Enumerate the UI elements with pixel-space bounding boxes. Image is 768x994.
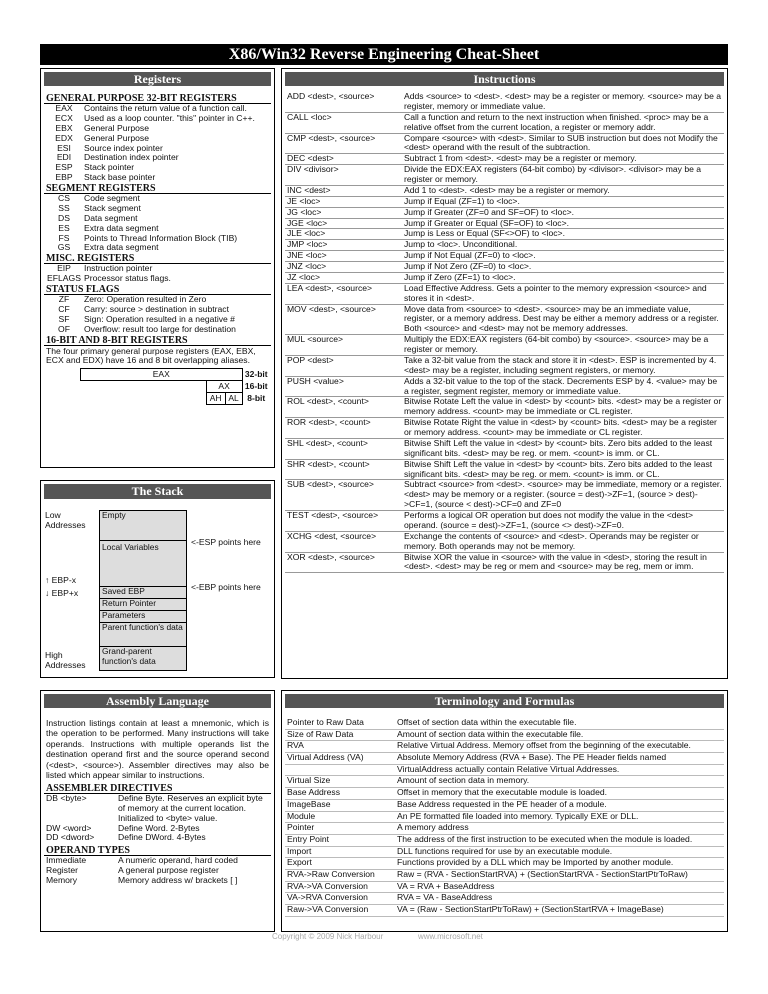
status-flag-row bbox=[44, 295, 271, 305]
segment-register-key: DS bbox=[58, 213, 70, 223]
instruction-row bbox=[285, 439, 724, 460]
stack-high-label: High Addresses bbox=[45, 650, 86, 670]
term-name: Export bbox=[287, 858, 312, 868]
instruction-mnemonic: JE <loc> bbox=[287, 196, 321, 206]
assembly-header: Assembly Language bbox=[44, 694, 271, 708]
status-flag-row bbox=[44, 315, 271, 325]
gp-register-key: EBX bbox=[55, 123, 73, 133]
al-cell: AL bbox=[225, 393, 242, 405]
segment-register-row bbox=[44, 234, 271, 244]
status-flag-key: SF bbox=[58, 314, 70, 324]
directive-row bbox=[44, 833, 271, 843]
operand-type-desc: A numeric operand, hard coded bbox=[118, 856, 238, 866]
misc-register-key: EIP bbox=[57, 264, 71, 274]
term-name: Pointer to Raw Data bbox=[287, 718, 364, 727]
instruction-desc: Jump if Not Zero (ZF=0) to <loc>. bbox=[404, 262, 532, 271]
directives-title: ASSEMBLER DIRECTIVES bbox=[44, 783, 271, 794]
instruction-desc: Subtract <source> from <dest>. <source> may be immediate, memory or a register. <dest> may be memory or a register. (source = dest)->ZF=1, (source > dest)->CF=1, (source < dest)->CF=0 and ZF=0 bbox=[404, 480, 722, 510]
instruction-mnemonic: CMP <dest>, <source> bbox=[287, 133, 376, 143]
registers-header: Registers bbox=[44, 72, 271, 86]
instruction-desc: Compare <source> with <dest>. Similar to SUB instruction but does not Modify the <dest> operand with the result of the subtraction. bbox=[404, 133, 718, 153]
instruction-list bbox=[285, 92, 724, 573]
instruction-row bbox=[285, 262, 724, 273]
term-definition: Amount of section data in memory. bbox=[397, 776, 530, 786]
stack-ebp-minus: ↑ EBP-x bbox=[45, 575, 77, 585]
instruction-row bbox=[285, 197, 724, 208]
operand-type-row bbox=[44, 866, 271, 876]
assembly-content bbox=[44, 718, 271, 886]
instruction-mnemonic: JGE <loc> bbox=[287, 218, 328, 228]
instruction-row bbox=[285, 154, 724, 165]
term-row bbox=[285, 776, 724, 788]
term-name: Size of Raw Data bbox=[287, 729, 354, 739]
instruction-row bbox=[285, 377, 724, 398]
operand-type-row bbox=[44, 856, 271, 866]
operand-type-key: Memory bbox=[46, 876, 78, 886]
segment-register-key: FS bbox=[58, 233, 70, 243]
instruction-mnemonic: ROR <dest>, <count> bbox=[287, 418, 371, 428]
segment-register-list bbox=[44, 194, 271, 253]
instruction-row bbox=[285, 113, 724, 134]
stack-ebp-plus: ↓ EBP+x bbox=[45, 588, 79, 598]
term-definition: Offset of section data within the executable file. bbox=[397, 718, 577, 727]
gp-register-row bbox=[44, 153, 271, 163]
term-row bbox=[285, 800, 724, 812]
gp-register-row bbox=[44, 124, 271, 134]
term-definition: Offset in memory that the executable module is loaded. bbox=[397, 788, 608, 798]
gp-register-key: EDX bbox=[55, 133, 73, 143]
eax-cell: EAX bbox=[81, 369, 243, 381]
term-definition: Relative Virtual Address. Memory offset from the beginning of the executable. bbox=[397, 741, 691, 751]
term-row bbox=[285, 765, 724, 777]
terms-header: Terminology and Formulas bbox=[285, 694, 724, 708]
instruction-desc: Take a 32-bit value from the stack and store it in <dest>. ESP is incremented by 4. <dest> may be a register, including segment registers, or memory. bbox=[404, 355, 717, 375]
gp-register-key: EBP bbox=[55, 173, 73, 183]
instruction-desc: Bitwise Rotate Right the value in <dest> by <count> bits. <dest> may be a register or memory address. <count> may be immediate or CL register. bbox=[404, 418, 717, 437]
term-definition: Functions provided by a DLL which may be Imported by another module. bbox=[397, 858, 674, 868]
segment-register-row bbox=[44, 214, 271, 224]
instruction-row bbox=[285, 229, 724, 240]
term-name: Import bbox=[287, 846, 312, 856]
gp-register-list bbox=[44, 104, 271, 183]
gp-register-desc: Used as a loop counter. "this" pointer in C++. bbox=[84, 113, 255, 123]
instruction-row bbox=[285, 251, 724, 262]
instruction-desc: Performs a logical OR operation but does not modify the value in the <dest> operand. (source = dest)->ZF=1, (source <> dest)->ZF=0. bbox=[404, 511, 694, 530]
term-name bbox=[285, 765, 397, 776]
segment-register-row bbox=[44, 204, 271, 214]
instruction-desc: Move data from <source> to <dest>. <source> may be an immediate value, register, or a memory address. Dest may be either a memory address or a register. Both <source> and <dest> may not be memory addresses. bbox=[404, 304, 719, 334]
term-definition: DLL functions required for use by an executable module. bbox=[397, 846, 613, 856]
gp-register-row bbox=[44, 173, 271, 183]
copyright-text: Copyright © 2009 Nick Harbour bbox=[272, 932, 384, 941]
status-flag-key: CF bbox=[58, 304, 70, 314]
instruction-desc: Jump if Zero (ZF=1) to <loc>. bbox=[404, 272, 516, 282]
segment-register-row bbox=[44, 194, 271, 204]
directive-key: DB <byte> bbox=[46, 793, 87, 803]
instruction-desc: Jump to <loc>. Unconditional. bbox=[404, 240, 518, 250]
bits-8-label: 8-bit bbox=[247, 392, 266, 403]
gp-register-row bbox=[44, 144, 271, 154]
instruction-row bbox=[285, 208, 724, 219]
term-name: Module bbox=[287, 811, 316, 821]
instruction-row bbox=[285, 418, 724, 439]
gp-register-desc: Source index pointer bbox=[84, 143, 163, 153]
instruction-desc: Jump if Not Equal (ZF=0) to <loc>. bbox=[404, 251, 536, 261]
term-row bbox=[285, 893, 724, 905]
instruction-row bbox=[285, 553, 724, 574]
segment-register-key: ES bbox=[58, 223, 70, 233]
misc-register-desc: Processor status flags. bbox=[84, 274, 171, 284]
instruction-desc: Adds <source> to <dest>. <dest> may be a register or memory. <source> may be a register, memory or immediate value. bbox=[404, 92, 722, 111]
term-definition: VirtualAddress actually contain Relative Virtual Addresses. bbox=[397, 764, 620, 774]
term-definition: Amount of section data within the executable file. bbox=[397, 729, 584, 739]
stack-cell-params: Parameters bbox=[100, 611, 187, 623]
term-definition: Raw = (RVA - SectionStartRVA) + (SectionStartRVA - SectionStartPtrToRaw) bbox=[397, 869, 688, 879]
status-flag-row bbox=[44, 305, 271, 315]
term-definition: VA = (Raw - SectionStartPtrToRaw) + (SectionStartRVA + ImageBase) bbox=[397, 905, 664, 914]
gp-registers-title: GENERAL PURPOSE 32-BIT REGISTERS bbox=[44, 93, 271, 104]
instruction-row bbox=[285, 273, 724, 284]
registers-content bbox=[44, 93, 271, 405]
segment-register-row bbox=[44, 224, 271, 234]
instruction-desc: Subtract 1 from <dest>. <dest> may be a register or memory. bbox=[404, 154, 637, 164]
misc-register-row bbox=[44, 264, 271, 274]
instruction-mnemonic: LEA <dest>, <source> bbox=[287, 283, 373, 293]
operand-type-desc: Memory address w/ brackets [ ] bbox=[118, 876, 238, 886]
term-definition: An PE formatted file loaded into memory. Typically EXE or DLL. bbox=[397, 811, 639, 821]
instructions-header: Instructions bbox=[285, 72, 724, 86]
gp-register-key: ESI bbox=[57, 143, 71, 153]
directive-list bbox=[44, 794, 271, 843]
term-row bbox=[285, 870, 724, 882]
misc-register-desc: Instruction pointer bbox=[84, 264, 153, 274]
instruction-row bbox=[285, 480, 724, 511]
gp-register-desc: General Purpose bbox=[84, 123, 149, 133]
operand-type-key: Immediate bbox=[46, 856, 87, 866]
page-title: X86/Win32 Reverse Engineering Cheat-Sheet bbox=[40, 44, 728, 65]
instruction-mnemonic: JMP <loc> bbox=[287, 240, 328, 250]
instruction-mnemonic: XCHG <dest, <source> bbox=[287, 531, 377, 541]
status-flags-title: STATUS FLAGS bbox=[44, 284, 271, 295]
misc-register-key: EFLAGS bbox=[47, 274, 81, 284]
term-name: RVA bbox=[287, 741, 304, 751]
ebp-pointer-label: <-EBP points here bbox=[191, 582, 261, 592]
term-name: Entry Point bbox=[287, 834, 330, 844]
instruction-mnemonic: XOR <dest>, <source> bbox=[287, 552, 375, 562]
instruction-mnemonic: INC <dest> bbox=[287, 185, 331, 195]
status-flag-key: OF bbox=[58, 324, 70, 334]
term-definition: RVA = VA - BaseAddress bbox=[397, 893, 493, 903]
segment-register-desc: Extra data segment bbox=[84, 243, 159, 253]
instruction-desc: Bitwise Rotate Left the value in <dest> by <count> bits. <dest> may be a register or memory address. <count> may be immediate or CL register. bbox=[404, 397, 722, 417]
instruction-mnemonic: PUSH <value> bbox=[287, 376, 344, 386]
term-name: RVA->VA Conversion bbox=[287, 881, 368, 891]
instruction-mnemonic: MOV <dest>, <source> bbox=[287, 304, 376, 314]
instruction-mnemonic: MUL <source> bbox=[287, 335, 344, 345]
stack-cell-return: Return Pointer bbox=[100, 599, 187, 611]
segment-register-desc: Data segment bbox=[84, 213, 138, 223]
assembly-intro: Instruction listings contain at least a mnemonic, which is the operation to be performed. Many instructions will take operands. Instructions with multiple operands list the destination operand first and the source operand second (<dest>, <source>). Assembler directives may also be listed which appear similar to instructions. bbox=[46, 718, 269, 781]
instructions-panel bbox=[281, 68, 728, 679]
instruction-row bbox=[285, 219, 724, 230]
term-row bbox=[285, 812, 724, 824]
term-row bbox=[285, 788, 724, 800]
directive-key: DW <word> bbox=[46, 823, 92, 833]
ah-cell: AH bbox=[206, 393, 225, 405]
term-row bbox=[285, 835, 724, 847]
instruction-desc: Add 1 to <dest>. <dest> may be a register or memory. bbox=[404, 185, 610, 195]
stack-low-label: Low Addresses bbox=[45, 510, 86, 530]
segment-register-desc: Stack segment bbox=[84, 203, 141, 213]
segment-register-key: CS bbox=[58, 194, 70, 203]
instruction-desc: Load Effective Address. Gets a pointer to the memory expression <source> and stores it in <dest>. bbox=[404, 283, 707, 303]
term-name: Virtual Address (VA) bbox=[287, 753, 364, 763]
directive-desc: Define Word. 2-Bytes bbox=[118, 823, 200, 833]
instruction-mnemonic: SHR <dest>, <count> bbox=[287, 459, 370, 469]
instruction-desc: Multiply the EDX:EAX registers (64-bit combo) by <source>. <source> may be a register or memory. bbox=[404, 335, 709, 354]
instruction-row bbox=[285, 511, 724, 532]
term-row bbox=[285, 718, 724, 730]
segment-register-row bbox=[44, 243, 271, 253]
term-name: Base Address bbox=[287, 788, 341, 798]
registers-panel bbox=[40, 68, 275, 468]
term-row bbox=[285, 730, 724, 742]
directive-desc: Define DWord. 4-Bytes bbox=[118, 833, 206, 843]
terms-list bbox=[285, 718, 724, 917]
instruction-mnemonic: JNZ <loc> bbox=[287, 262, 327, 271]
term-row bbox=[285, 905, 724, 917]
segment-register-desc: Extra data segment bbox=[84, 223, 159, 233]
gp-register-key: ESP bbox=[55, 163, 73, 173]
misc-register-list bbox=[44, 264, 271, 284]
term-row bbox=[285, 753, 724, 765]
instruction-desc: Divide the EDX:EAX registers (64-bit combo) by <divisor>. <divisor> may be a register or memory. bbox=[404, 165, 702, 184]
gp-register-desc: Stack base pointer bbox=[84, 173, 156, 183]
gp-register-row bbox=[44, 104, 271, 114]
stack-cell-empty: Empty bbox=[100, 511, 187, 541]
term-name: Raw->VA Conversion bbox=[287, 905, 369, 914]
instruction-mnemonic: SUB <dest>, <source> bbox=[287, 480, 374, 490]
instruction-mnemonic: CALL <loc> bbox=[287, 112, 332, 122]
term-row bbox=[285, 847, 724, 859]
instruction-row bbox=[285, 397, 724, 418]
operand-types-title: OPERAND TYPES bbox=[44, 845, 271, 856]
instruction-mnemonic: DEC <dest> bbox=[287, 154, 334, 164]
instruction-desc: Jump if Greater (ZF=0 and SF=OF) to <loc>. bbox=[404, 207, 575, 217]
term-row bbox=[285, 882, 724, 894]
term-row bbox=[285, 741, 724, 753]
gp-register-desc: General Purpose bbox=[84, 133, 149, 143]
instruction-mnemonic: ROL <dest>, <count> bbox=[287, 397, 369, 407]
segment-register-key: GS bbox=[57, 243, 71, 253]
assembly-panel bbox=[40, 690, 275, 932]
term-name: RVA->Raw Conversion bbox=[287, 869, 375, 879]
instruction-row bbox=[285, 532, 724, 553]
instruction-row bbox=[285, 305, 724, 336]
instruction-mnemonic: JZ <loc> bbox=[287, 272, 320, 282]
instruction-desc: Adds a 32-bit value to the top of the stack. Decrements ESP by 4. <value> may be a register, segment register, memory or immediate value. bbox=[404, 376, 718, 396]
instruction-row bbox=[285, 284, 724, 305]
status-flag-key: ZF bbox=[58, 295, 70, 304]
instruction-desc: Exchange the contents of <source> and <dest>. Operands may be register or memory. Both operands may not be memory. bbox=[404, 531, 699, 551]
gp-register-key: ECX bbox=[55, 113, 73, 123]
term-name: Pointer bbox=[287, 823, 315, 833]
instruction-mnemonic: JG <loc> bbox=[287, 207, 322, 217]
gp-register-row bbox=[44, 134, 271, 144]
status-flag-list bbox=[44, 295, 271, 335]
instruction-desc: Jump if Equal (ZF=1) to <loc>. bbox=[404, 196, 520, 206]
ax-cell: AX bbox=[206, 381, 242, 393]
term-row bbox=[285, 858, 724, 870]
misc-register-row bbox=[44, 274, 271, 284]
directive-desc: Define Byte. Reserves an explicit byte of memory at the current location. Initialized to <byte> value. bbox=[118, 793, 263, 823]
stack-diagram bbox=[99, 510, 187, 671]
segment-register-desc: Code segment bbox=[84, 194, 140, 203]
instruction-desc: Bitwise Shift Left the value in <dest> by <count> bits. Zero bits added to the least significant bits. <dest> may be reg. or mem. <count> is imm. or CL. bbox=[404, 438, 713, 458]
operand-type-desc: A general purpose register bbox=[118, 866, 219, 876]
stack-cell-parent: Parent function's data bbox=[100, 623, 187, 647]
instruction-row bbox=[285, 186, 724, 197]
instruction-desc: Bitwise XOR the value in <source> with the value in <dest>, storing the result in <dest>. <dest> may be reg or mem and <source> may be reg, mem or imm. bbox=[404, 552, 707, 572]
instruction-row bbox=[285, 356, 724, 377]
status-flag-desc: Sign: Operation resulted in a negative # bbox=[84, 314, 235, 324]
instruction-mnemonic: TEST <dest>, <source> bbox=[287, 511, 379, 520]
instruction-desc: Call a function and return to the next instruction when finished. <proc> may be a relative offset from the current location, a register or memory addr. bbox=[404, 112, 709, 132]
bit-register-table bbox=[80, 368, 270, 405]
directive-key: DD <dword> bbox=[46, 833, 95, 843]
gp-register-desc: Contains the return value of a function call. bbox=[84, 104, 247, 113]
instruction-mnemonic: JNE <loc> bbox=[287, 251, 327, 261]
gp-register-key: EAX bbox=[55, 104, 73, 113]
instruction-desc: Bitwise Shift Left the value in <dest> by <count> bits. Zero bits added to the least significant bits. <dest> may be reg. or mem. <count> is imm. or CL. bbox=[404, 459, 713, 479]
stack-cell-saved-ebp: Saved EBP bbox=[100, 587, 187, 599]
gp-register-row bbox=[44, 114, 271, 124]
terms-panel bbox=[281, 690, 728, 932]
gp-register-row bbox=[44, 163, 271, 173]
misc-registers-title: MISC. REGISTERS bbox=[44, 253, 271, 264]
stack-panel bbox=[40, 480, 275, 678]
stack-cell-locals: Local Variables bbox=[100, 541, 187, 587]
instruction-row bbox=[285, 134, 724, 155]
esp-pointer-label: <-ESP points here bbox=[191, 537, 261, 547]
status-flag-row bbox=[44, 325, 271, 335]
term-definition: Absolute Memory Address (RVA + Base). The PE Header fields named bbox=[397, 753, 667, 763]
term-name: ImageBase bbox=[287, 799, 331, 809]
instruction-mnemonic: DIV <divisor> bbox=[287, 165, 339, 175]
bit-registers-title: 16-BIT AND 8-BIT REGISTERS bbox=[44, 335, 271, 346]
instruction-desc: Jump if Greater or Equal (SF=OF) to <loc>. bbox=[404, 218, 570, 228]
footer-url: www.microsoft.net bbox=[418, 932, 483, 941]
instruction-row bbox=[285, 460, 724, 481]
term-row bbox=[285, 823, 724, 835]
stack-cell-grandparent: Grand-parent function's data bbox=[100, 647, 187, 671]
status-flag-desc: Overflow: result too large for destination bbox=[84, 324, 236, 334]
instruction-mnemonic: ADD <dest>, <source> bbox=[287, 92, 375, 101]
instruction-mnemonic: POP <dest> bbox=[287, 355, 334, 365]
instruction-row bbox=[285, 240, 724, 251]
status-flag-desc: Carry: source > destination in subtract bbox=[84, 304, 229, 314]
stack-header: The Stack bbox=[44, 484, 271, 499]
instruction-row bbox=[285, 335, 724, 356]
instruction-mnemonic: JLE <loc> bbox=[287, 229, 326, 239]
instruction-row bbox=[285, 165, 724, 186]
bit-registers-text: The four primary general purpose registers (EAX, EBX, ECX and EDX) have 16 and 8 bit overlapping aliases. bbox=[46, 345, 256, 366]
gp-register-key: EDI bbox=[56, 153, 72, 163]
operand-list bbox=[44, 856, 271, 886]
term-definition: The address of the first instruction to be executed when the module is loaded. bbox=[397, 834, 693, 844]
operand-type-row bbox=[44, 876, 271, 886]
gp-register-desc: Stack pointer bbox=[84, 163, 135, 173]
directive-row bbox=[44, 794, 271, 824]
instruction-desc: Jump is Less or Equal (SF<>OF) to <loc>. bbox=[404, 229, 565, 239]
instruction-row bbox=[285, 92, 724, 113]
status-flag-desc: Zero: Operation resulted in Zero bbox=[84, 295, 207, 304]
term-definition: VA = RVA + BaseAddress bbox=[397, 881, 495, 891]
bits-16-label: 16-bit bbox=[244, 380, 268, 391]
segment-register-key: SS bbox=[58, 203, 70, 213]
segment-register-desc: Points to Thread Information Block (TIB) bbox=[84, 233, 238, 243]
gp-register-desc: Destination index pointer bbox=[84, 153, 179, 163]
operand-type-key: Register bbox=[46, 866, 78, 876]
term-name: VA->RVA Conversion bbox=[287, 893, 368, 903]
term-definition: Base Address requested in the PE header of a module. bbox=[397, 799, 607, 809]
term-name: Virtual Size bbox=[287, 776, 331, 786]
term-definition: A memory address bbox=[397, 823, 469, 833]
directive-row bbox=[44, 824, 271, 834]
bits-32-label: 32-bit bbox=[244, 368, 268, 379]
instruction-mnemonic: SHL <dest>, <count> bbox=[287, 438, 368, 448]
segment-registers-title: SEGMENT REGISTERS bbox=[44, 183, 271, 194]
